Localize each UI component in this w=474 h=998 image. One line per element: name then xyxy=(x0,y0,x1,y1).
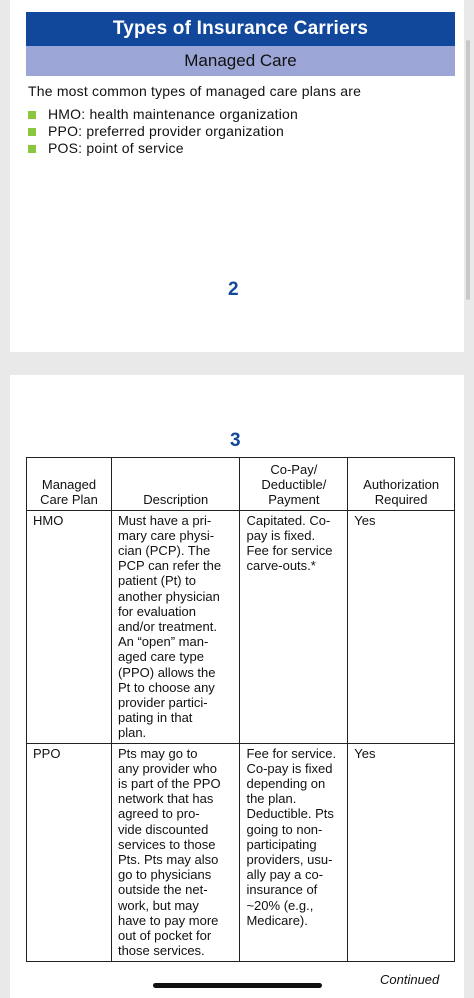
page-2 xyxy=(10,0,464,352)
plan-cell: HMO xyxy=(27,510,112,743)
description-cell: Pts may go to any provider who is part of the PPO network that has agreed to pro- vide discounted services to those Pts. Pts may also go to physicians outside the net- work, but may have to pay more out of pocket for those services. xyxy=(111,743,240,961)
list-item: HMO: health maintenance organization xyxy=(28,106,298,123)
column-header-plan: Managed Care Plan xyxy=(27,458,112,511)
payment-cell: Capitated. Co- pay is fixed. Fee for service carve-outs.* xyxy=(240,510,348,743)
continued-label: Continued xyxy=(380,972,440,987)
page-3 xyxy=(10,375,464,998)
managed-care-table xyxy=(26,457,455,962)
green-square-bullet-icon xyxy=(28,145,36,153)
column-header-authorization: Authorization Required xyxy=(348,458,455,511)
payment-cell: Fee for service. Co-pay is fixed depending on the plan. Deductible. Pts going to non- participating providers, usu- ally pay a co- insurance of ~20% (e.g., Medicare). xyxy=(240,743,348,961)
description-cell: Must have a pri- mary care physi- cian (PCP). The PCP can refer the patient (Pt) to another physician for evaluation and/or treatment. An “open” man- aged care type (PPO) allows the Pt to choose any provider partici- pating in that plan. xyxy=(111,510,240,743)
section-header: Types of Insurance Carriers xyxy=(26,12,455,46)
authorization-cell: Yes xyxy=(348,743,455,961)
table-row xyxy=(27,510,455,743)
intro-text: The most common types of managed care plans are xyxy=(28,83,362,99)
scrollbar[interactable] xyxy=(466,40,470,300)
green-square-bullet-icon xyxy=(28,128,36,136)
page-number: 3 xyxy=(230,430,241,451)
authorization-cell: Yes xyxy=(348,510,455,743)
plan-type-list xyxy=(28,106,298,157)
green-square-bullet-icon xyxy=(28,111,36,119)
list-item: PPO: preferred provider organization xyxy=(28,123,298,140)
section-subheader: Managed Care xyxy=(26,46,455,76)
list-item: POS: point of service xyxy=(28,140,298,157)
page-number: 2 xyxy=(228,279,239,300)
table-row xyxy=(27,743,455,961)
table-header-row xyxy=(27,458,455,511)
home-indicator[interactable] xyxy=(153,983,322,988)
column-header-description: Description xyxy=(111,458,240,511)
plan-cell: PPO xyxy=(27,743,112,961)
column-header-payment: Co-Pay/ Deductible/ Payment xyxy=(240,458,348,511)
